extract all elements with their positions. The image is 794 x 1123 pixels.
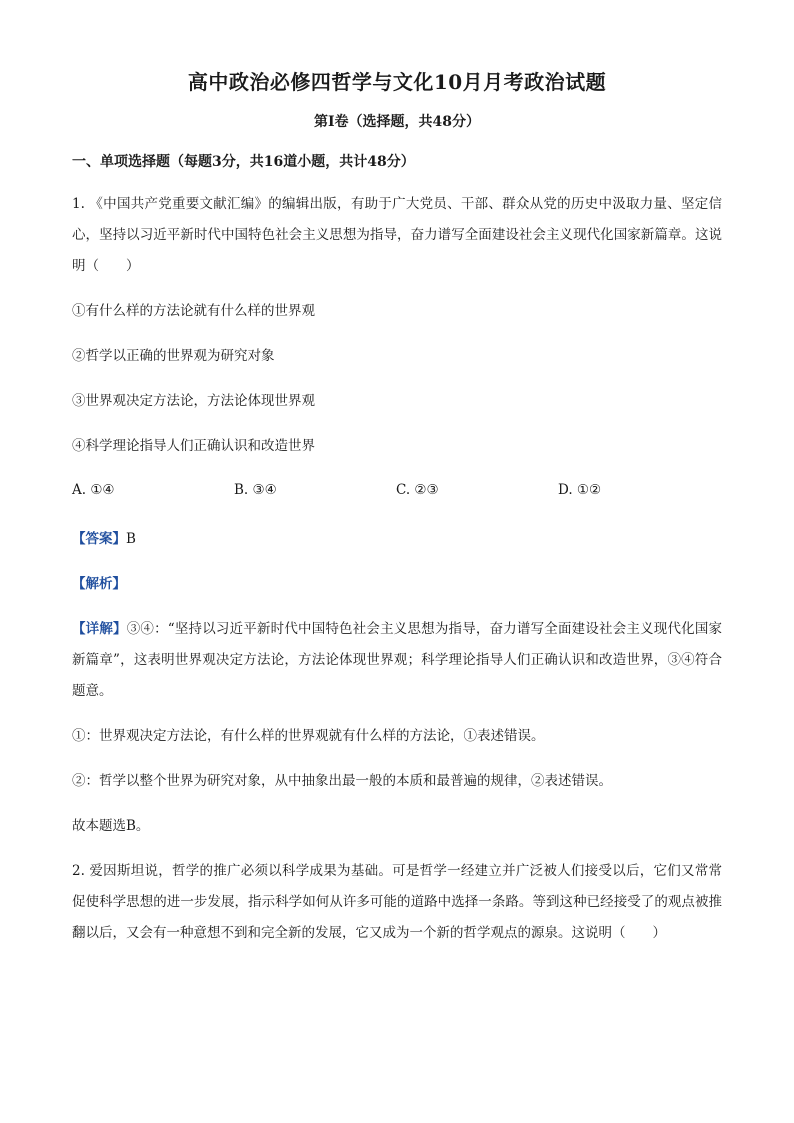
explanation-1: ①：世界观决定方法论，有什么样的世界观就有什么样的方法论，①表述错误。 xyxy=(72,728,545,744)
statement-3: ③世界观决定方法论，方法论体现世界观 xyxy=(72,393,315,409)
explanation-2: ②：哲学以整个世界为研究对象，从中抽象出最一般的本质和最普遍的规律，②表述错误。 xyxy=(72,773,612,789)
detail-text: ③④：“坚持以习近平新时代中国特色社会主义思想为指导，奋力谱写全面建设社会主义现代化国家新篇章”，这表明世界观决定方法论，方法论体现世界观；科学理论指导人们正确认识和改造世界，③④符合题意。 xyxy=(72,621,722,699)
statement-4: ④科学理论指导人们正确认识和改造世界 xyxy=(72,438,315,454)
answer-line xyxy=(72,524,722,555)
document-page xyxy=(72,60,722,963)
section-heading: 一、单项选择题（每题3分，共16道小题，共计48分） xyxy=(72,154,415,170)
part-heading: 第Ⅰ卷（选择题，共48分） xyxy=(313,114,481,130)
statement-1: ①有什么样的方法论就有什么样的世界观 xyxy=(72,303,315,319)
statement-2: ②哲学以正确的世界观为研究对象 xyxy=(72,348,275,364)
detail-paragraph xyxy=(72,614,722,707)
question-1-options xyxy=(72,476,722,504)
question-2-stem: 2. 爱因斯坦说，哲学的推广必须以科学成果为基础。可是哲学一经建立并广泛被人们接受以后，它们又常常促使科学思想的进一步发展，指示科学如何从许多可能的道路中选择一条路。等到这种已经接受了的观点被推翻以后，又会有一种意想不到和完全新的发展，它又成为一个新的哲学观点的源泉。这说明（ ） xyxy=(72,863,722,941)
analysis-line xyxy=(72,569,722,600)
option-b: B. ③④ xyxy=(234,482,277,498)
conclusion: 故本题选B。 xyxy=(72,818,150,834)
option-d: D. ①② xyxy=(558,482,602,498)
analysis-tag: 【解析】 xyxy=(72,576,126,592)
option-c: C. ②③ xyxy=(396,482,439,498)
option-a: A. ①④ xyxy=(72,482,115,498)
document-title: 高中政治必修四哲学与文化10月月考政治试题 xyxy=(187,70,607,94)
answer-tag: 【答案】 xyxy=(72,531,126,547)
answer-value: B xyxy=(126,531,136,547)
detail-tag: 【详解】 xyxy=(72,621,127,637)
question-1-stem: 1. 《中国共产党重要文献汇编》的编辑出版，有助于广大党员、干部、群众从党的历史中汲取力量、坚定信心，坚持以习近平新时代中国特色社会主义思想为指导，奋力谱写全面建设社会主义现代化国家新篇章。这说明（ ） xyxy=(72,196,722,274)
